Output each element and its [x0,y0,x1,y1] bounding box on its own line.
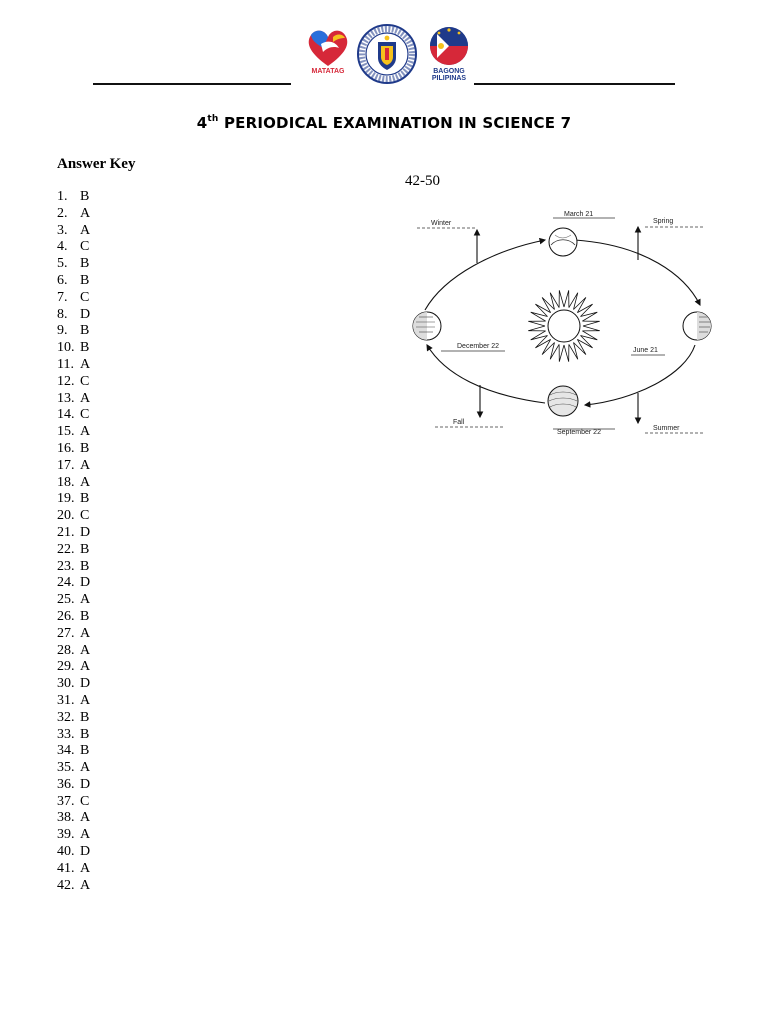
sun-ray [577,336,592,348]
answer-item [57,575,90,592]
answer-letter: D [80,776,91,792]
answer-letter: A [80,424,91,440]
answer-letter: C [80,508,90,524]
answer-item [57,508,90,525]
sun-ray [542,339,554,354]
answer-item [57,525,90,542]
answer-item [57,810,90,827]
answer-item [57,861,90,878]
sun-ray [564,344,569,361]
title-prefix: 4 [196,114,208,132]
answer-item [57,391,90,408]
answer-letter: C [80,407,90,423]
answer-letter: B [80,323,90,339]
answer-number: 38. [57,810,75,826]
answer-letter: A [80,827,91,843]
sun-ray [582,321,599,326]
bagong-pilipinas-logo [423,24,475,80]
deped-seal-icon [357,24,417,84]
answer-letter: D [80,524,91,540]
answer-number: 19. [57,491,75,507]
answer-letter: A [80,642,91,658]
answer-letter: C [80,793,90,809]
sun-ray [535,336,550,348]
answer-letter: B [80,709,90,725]
answer-item [57,407,90,424]
label-spring: Spring [653,218,674,225]
answer-item [57,693,90,710]
answer-number: 9. [57,323,68,339]
answer-number: 16. [57,440,75,456]
sun-ray [528,321,545,326]
answer-item [57,307,90,324]
label-march: March 21 [564,211,594,218]
answer-letter: D [80,844,91,860]
answer-key-list [57,189,90,894]
sun-ray [564,290,569,307]
answer-number: 36. [57,776,75,792]
answer-letter: A [80,659,91,675]
answer-number: 32. [57,709,75,725]
sun-ray [574,297,586,312]
answer-letter: A [80,205,91,221]
answer-letter: A [80,692,91,708]
answer-item [57,223,90,240]
answer-letter: D [80,306,91,322]
answer-number: 26. [57,608,75,624]
matatag-caption: MATATAG [311,68,345,75]
answer-number: 22. [57,541,75,557]
answer-number: 27. [57,625,75,641]
answer-letter: D [80,575,91,591]
answer-item [57,458,90,475]
label-september: September 22 [557,429,601,436]
answer-item [57,273,90,290]
answer-number: 23. [57,558,75,574]
sun-ray [574,339,586,354]
sun-ray [542,297,554,312]
answer-number: 5. [57,256,68,272]
answer-letter: D [80,676,91,692]
answer-number: 41. [57,860,75,876]
answer-item [57,710,90,727]
answer-item [57,777,90,794]
answer-item [57,743,90,760]
answer-letter: B [80,743,90,759]
answer-letter: B [80,340,90,356]
title-rest: PERIODICAL EXAMINATION IN SCIENCE 7 [218,114,572,132]
bagong-pilipinas-caption: BAGONG PILIPINAS [431,68,467,82]
answer-number: 21. [57,524,75,540]
answer-letter: B [80,491,90,507]
answer-number: 15. [57,424,75,440]
sun-ray [535,304,550,316]
answer-letter: B [80,189,90,204]
answer-number: 30. [57,676,75,692]
answer-letter: B [80,608,90,624]
answer-letter: A [80,457,91,473]
answer-number: 12. [57,373,75,389]
answer-number: 18. [57,474,75,490]
answer-key-heading: Answer Key [57,156,136,172]
answer-number: 28. [57,642,75,658]
answer-letter: B [80,440,90,456]
answer-item [57,290,90,307]
answer-item [57,542,90,559]
answer-number: 39. [57,827,75,843]
answer-number: 24. [57,575,75,591]
answer-letter: A [80,474,91,490]
answer-number: 13. [57,390,75,406]
answer-item [57,676,90,693]
answer-letter: A [80,625,91,641]
answer-letter: A [80,592,91,608]
answer-letter: B [80,541,90,557]
title-superscript: th [207,114,219,124]
answer-number: 7. [57,289,68,305]
answer-number: 34. [57,743,75,759]
answer-item [57,643,90,660]
answer-item [57,256,90,273]
answer-number: 8. [57,306,68,322]
sun-ray [582,326,599,331]
answer-item [57,441,90,458]
answer-number: 17. [57,457,75,473]
answer-letter: A [80,860,91,876]
answer-number: 25. [57,592,75,608]
answer-letter: A [80,877,91,893]
answer-item [57,559,90,576]
answer-item [57,609,90,626]
answer-number: 14. [57,407,75,423]
label-june: June 21 [633,347,658,354]
label-summer: Summer [653,425,680,432]
answer-number: 20. [57,508,75,524]
answer-item [57,323,90,340]
answer-letter: C [80,239,90,255]
answer-item [57,189,90,206]
answer-item [57,626,90,643]
answer-letter: C [80,289,90,305]
answer-letter: B [80,256,90,272]
page-header [0,0,768,100]
answer-number: 6. [57,272,68,288]
deped-seal-logo [357,24,417,84]
answer-item [57,491,90,508]
answer-number: 37. [57,793,75,809]
sun-ray [559,344,564,361]
sun-ray [559,290,564,307]
sun-ray [528,326,545,331]
answer-letter: A [80,760,91,776]
answer-number: 29. [57,659,75,675]
answer-number: 42. [57,877,75,893]
answer-letter: B [80,558,90,574]
label-winter: Winter [431,220,452,227]
answer-number: 31. [57,692,75,708]
answer-number: 1. [57,189,68,204]
answer-number: 11. [57,356,74,372]
answer-letter: A [80,222,91,238]
earth-orbit-seasons-diagram [405,205,725,450]
label-fall: Fall [453,419,465,426]
answer-item [57,878,90,895]
page-title [0,114,768,132]
answer-item [57,239,90,256]
answer-letter: A [80,356,91,372]
header-rule-left [93,83,291,85]
answer-item [57,592,90,609]
answer-number: 35. [57,760,75,776]
answer-number: 4. [57,239,68,255]
answer-number: 40. [57,844,75,860]
answer-letter: B [80,726,90,742]
answer-item [57,659,90,676]
answer-number: 33. [57,726,75,742]
answer-letter: A [80,810,91,826]
label-december: December 22 [457,343,500,350]
answer-letter: C [80,373,90,389]
answer-item [57,794,90,811]
answer-number: 2. [57,205,68,221]
answer-number: 10. [57,340,75,356]
answer-item [57,424,90,441]
earth-june-icon [683,312,711,340]
answer-item [57,374,90,391]
answer-number: 3. [57,222,68,238]
answer-letter: A [80,390,91,406]
answer-letter: B [80,272,90,288]
diagram-item-range: 42-50 [405,173,440,189]
answer-item [57,340,90,357]
answer-item [57,727,90,744]
answer-item [57,760,90,777]
sun-ray [577,304,592,316]
earth-march-icon [549,228,577,256]
earth-december-icon [413,312,441,340]
answer-item [57,844,90,861]
answer-item [57,206,90,223]
sun-icon [528,290,599,361]
matatag-logo [303,24,353,80]
bagong-pilipinas-icon [423,24,475,70]
header-rule-right [474,83,675,85]
earth-september-icon [548,386,578,416]
answer-item [57,475,90,492]
matatag-heart-icon [303,24,353,70]
answer-item [57,357,90,374]
answer-item [57,827,90,844]
